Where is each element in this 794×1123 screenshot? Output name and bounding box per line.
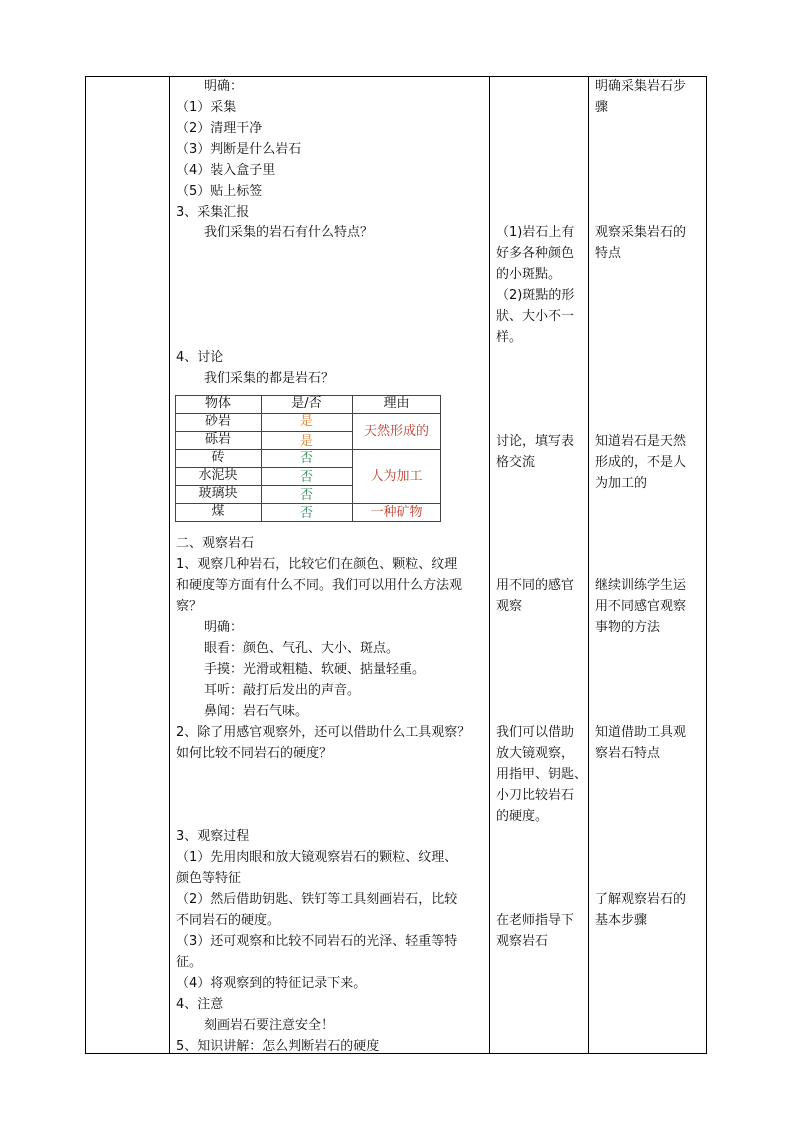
section-heading: 3、观察过程 xyxy=(176,829,250,844)
design-intent-line: 为加工的 xyxy=(595,476,648,491)
table-header: 物体 xyxy=(204,396,231,411)
design-intent-line: 知道借助工具观 xyxy=(595,725,687,740)
section-heading: 3、采集汇报 xyxy=(176,205,250,220)
process-line: （3）判断是什么岩石 xyxy=(176,142,302,157)
section-heading: 4、注意 xyxy=(176,997,224,1012)
design-intent-line: 了解观察岩石的 xyxy=(595,892,687,907)
design-intent-line: 知道岩石是天然 xyxy=(595,434,687,449)
process-line: （1）采集 xyxy=(176,100,237,115)
question-text: 我们采集的都是岩石？ xyxy=(204,371,335,386)
process-line: （1）先用肉眼和放大镜观察岩石的颗粒、纹理、 xyxy=(176,850,458,865)
student-activity-line: （2)斑點的形 xyxy=(496,288,575,303)
answer-cell: 是 xyxy=(299,434,313,449)
student-activity-line: 讨论，填写表 xyxy=(496,434,575,449)
section-heading: 5、知识讲解：怎么判断岩石的硬度 xyxy=(176,1039,380,1054)
answer-cell: 否 xyxy=(299,488,313,503)
process-line: （4）将观察到的特征记录下来。 xyxy=(176,976,367,991)
student-activity-line: （1)岩石上有 xyxy=(496,225,575,240)
object-cell: 煤 xyxy=(211,504,225,519)
answer-cell: 否 xyxy=(299,470,313,485)
student-activity-line: 我们可以借助 xyxy=(496,725,575,740)
student-activity-line: 好多各种颜色 xyxy=(496,246,575,261)
design-intent-line: 基本步骤 xyxy=(595,913,648,928)
process-line: （2）然后借助钥匙、铁钉等工具刻画岩石，比较 xyxy=(176,892,458,907)
process-line: 明确： xyxy=(204,620,244,635)
reason-cell: 人为加工 xyxy=(370,469,423,484)
design-intent-line: 事物的方法 xyxy=(595,620,661,635)
design-intent-line: 用不同感官观察 xyxy=(595,599,687,614)
process-line: （5）贴上标签 xyxy=(176,184,263,199)
answer-cell: 否 xyxy=(299,506,313,521)
student-activity-line: 观察 xyxy=(496,599,523,614)
process-line: 2、除了用感官观察外，还可以借助什么工具观察？ xyxy=(176,725,471,740)
question-text: 我们采集的岩石有什么特点？ xyxy=(204,225,374,240)
answer-cell: 是 xyxy=(299,414,313,429)
process-line: 不同岩石的硬度。 xyxy=(176,913,281,928)
object-cell: 水泥块 xyxy=(198,468,238,483)
student-activity-line: 的小斑點。 xyxy=(496,267,562,282)
student-activity-line: 格交流 xyxy=(496,455,536,470)
design-intent-line: 继续训练学生运 xyxy=(595,578,687,593)
object-cell: 玻璃块 xyxy=(198,486,238,501)
student-activity-line: 用不同的感官 xyxy=(496,578,575,593)
object-cell: 砖 xyxy=(211,450,225,465)
table-header: 理由 xyxy=(383,396,410,411)
answer-cell: 否 xyxy=(299,451,313,466)
student-activity-line: 在老师指导下 xyxy=(496,913,575,928)
process-line: 颜色等特征 xyxy=(176,871,242,886)
design-intent-line: 察岩石特点 xyxy=(595,746,661,761)
process-line: 和硬度等方面有什么不同。我们可以用什么方法观 xyxy=(176,578,463,593)
student-activity-line: 狀、大小不一 xyxy=(496,309,575,324)
student-activity-line: 用指甲、钥匙、 xyxy=(496,767,588,782)
object-cell: 砂岩 xyxy=(204,414,231,429)
process-line: 征。 xyxy=(176,955,203,970)
design-intent-line: 观察采集岩石的 xyxy=(595,225,687,240)
process-line: 耳听：敲打后发出的声音。 xyxy=(204,683,361,698)
process-line: 刻画岩石要注意安全！ xyxy=(204,1018,335,1033)
design-intent-line: 形成的，不是人 xyxy=(595,455,687,470)
process-line: （2）清理干净 xyxy=(176,121,263,136)
process-line: 明确： xyxy=(204,79,244,94)
process-line: 1、观察几种岩石，比较它们在颜色、颗粒、纹理 xyxy=(176,557,458,572)
process-line: 眼看：颜色、气孔、大小、斑点。 xyxy=(204,641,400,656)
student-activity-line: 的硬度。 xyxy=(496,809,549,824)
process-line: 察？ xyxy=(176,599,203,614)
process-line: （3）还可观察和比较不同岩石的光泽、轻重等特 xyxy=(176,934,458,949)
process-line: 手摸：光滑或粗糙、软硬、掂量轻重。 xyxy=(204,662,426,677)
process-line: （4）装入盒子里 xyxy=(176,163,276,178)
student-activity-line: 样。 xyxy=(496,330,523,345)
process-line: 如何比较不同岩石的硬度？ xyxy=(176,746,333,761)
column-divider-3 xyxy=(588,76,589,1054)
object-cell: 砾岩 xyxy=(204,432,231,447)
design-intent-line: 骤 xyxy=(595,100,609,115)
student-activity-line: 观察岩石 xyxy=(496,934,549,949)
table-header: 是/否 xyxy=(291,396,322,411)
reason-cell: 天然形成的 xyxy=(363,424,429,439)
column-divider-1 xyxy=(169,76,170,1054)
section-heading: 二、观察岩石 xyxy=(176,536,255,551)
rock-classification-table xyxy=(175,395,441,522)
section-heading: 4、讨论 xyxy=(176,350,224,365)
student-activity-line: 放大镜观察， xyxy=(496,746,575,761)
reason-cell: 一种矿物 xyxy=(370,505,423,520)
student-activity-line: 小刀比较岩石 xyxy=(496,788,575,803)
design-intent-line: 特点 xyxy=(595,246,622,261)
design-intent-line: 明确采集岩石步 xyxy=(595,79,687,94)
process-line: 鼻闻：岩石气味。 xyxy=(204,704,309,719)
column-divider-2 xyxy=(489,76,490,1054)
